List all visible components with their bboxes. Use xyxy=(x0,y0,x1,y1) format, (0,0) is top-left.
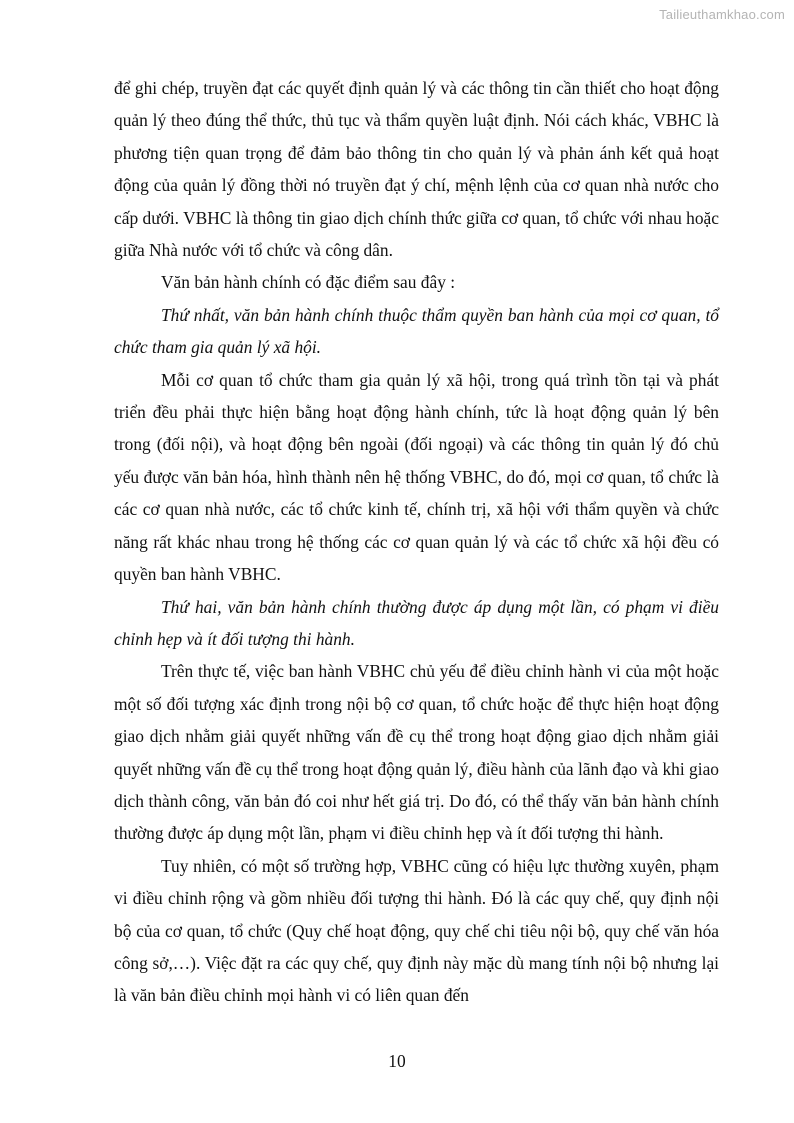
watermark: Tailieuthamkhao.com xyxy=(659,7,785,22)
paragraph-second-explanation: Trên thực tế, việc ban hành VBHC chủ yếu để điều chỉnh hành vi của một hoặc một số đối tượng xác định trong nội bộ cơ quan, tổ chức hoặc để thực hiện hoạt động giao dịch nhằm giải quyết những vấn đề cụ thể trong hoạt động giao dịch nhằm giải quyết những vấn đề cụ thể trong hoạt động quản lý, điều hành của lãnh đạo và khi giao dịch thành công, văn bản đó coi như hết giá trị. Do đó, có thể thấy văn bản hành chính thường được áp dụng một lần, phạm vi điều chỉnh hẹp và ít đối tượng thi hành. xyxy=(114,661,719,844)
page-number: 10 xyxy=(388,1051,406,1071)
paragraph-characteristics-intro: Văn bản hành chính có đặc điểm sau đây : xyxy=(161,272,456,293)
page-body xyxy=(114,72,719,1012)
paragraph-first-explanation: Mỗi cơ quan tổ chức tham gia quản lý xã hội, trong quá trình tồn tại và phát triển đều phải thực hiện bằng hoạt động hành chính, tức là hoạt động quản lý bên trong (đối nội), và hoạt động bên ngoài (đối ngoại) và các thông tin quản lý đó chủ yếu được văn bản hóa, hình thành nên hệ thống VBHC, do đó, mọi cơ quan, tổ chức là các cơ quan nhà nước, các tổ chức kinh tế, chính trị, xã hội với thẩm quyền và chức năng rất khác nhau trong hệ thống các cơ quan quản lý và các tổ chức xã hội đều có quyền ban hành VBHC. xyxy=(114,369,719,585)
paragraph-second-characteristic: Thứ hai, văn bản hành chính thường được áp dụng một lần, có phạm vi điều chỉnh hẹp và ít đối tượng thi hành. xyxy=(114,596,719,649)
paragraph-intro-continuation: để ghi chép, truyền đạt các quyết định quản lý và các thông tin cần thiết cho hoạt động quản lý theo đúng thể thức, thủ tục và thẩm quyền luật định. Nói cách khác, VBHC là phương tiện quan trọng để đảm bảo thông tin cho quản lý và phản ánh kết quả hoạt động của quản lý đồng thời nó truyền đạt ý chí, mệnh lệnh của cơ quan nhà nước cho cấp dưới. VBHC là thông tin giao dịch chính thức giữa cơ quan, tổ chức với nhau hoặc giữa Nhà nước với tổ chức và công dân. xyxy=(114,78,719,261)
paragraph-first-characteristic: Thứ nhất, văn bản hành chính thuộc thẩm quyền ban hành của mọi cơ quan, tổ chức tham gia quản lý xã hội. xyxy=(114,304,719,358)
paragraph-exceptions: Tuy nhiên, có một số trường hợp, VBHC cũng có hiệu lực thường xuyên, phạm vi điều chỉnh rộng và gồm nhiều đối tượng thi hành. Đó là các quy chế, quy định nội bộ của cơ quan, tổ chức (Quy chế hoạt động, quy chế chi tiêu nội bộ, quy chế văn hóa công sở,…). Việc đặt ra các quy chế, quy định này mặc dù mang tính nội bộ nhưng lại là văn bản điều chỉnh mọi hành vi có liên quan đến xyxy=(114,855,719,1006)
